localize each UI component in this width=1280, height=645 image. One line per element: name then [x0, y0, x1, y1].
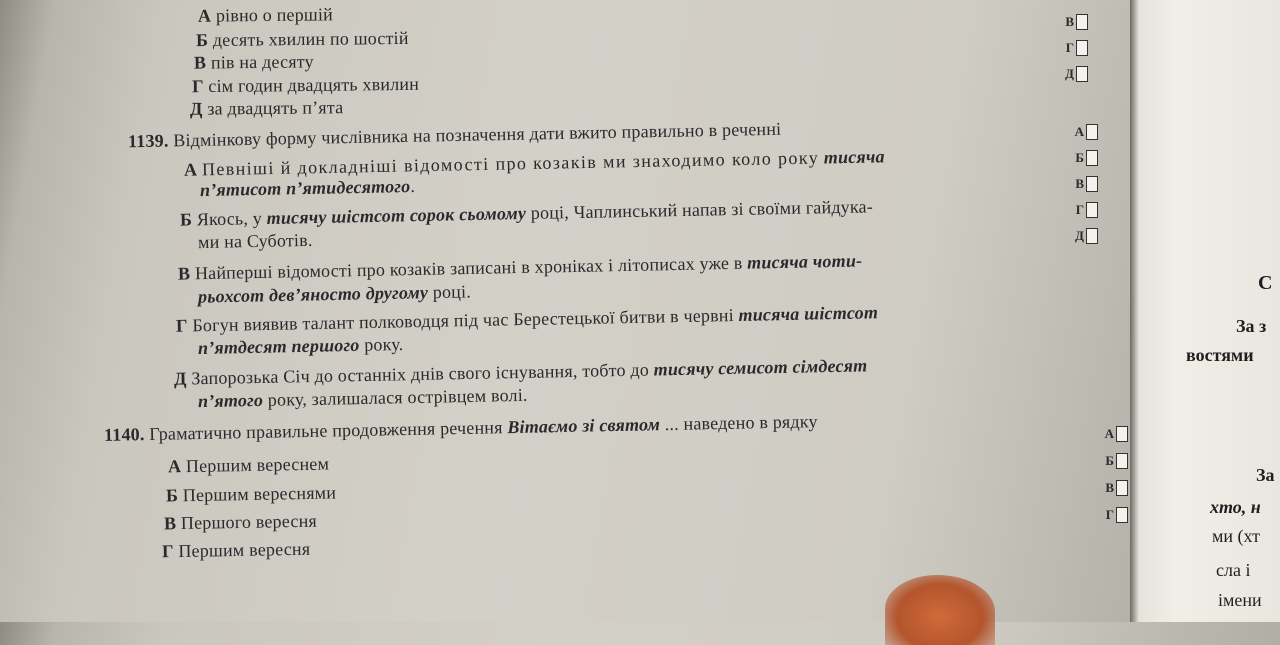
- answer-box[interactable]: [1116, 507, 1128, 523]
- right-text-fragment: востями: [1186, 345, 1254, 365]
- answer-row: А: [1102, 426, 1128, 442]
- right-text-fragment: За: [1256, 465, 1275, 485]
- right-text-fragment: За з: [1236, 316, 1267, 336]
- option-g: Г сім годин двадцять хвилин: [191, 73, 420, 97]
- option-v: В пів на десяту: [193, 51, 314, 73]
- q1139-option-a-line1: А Певніші й докладніші відомості про козаків ми знаходимо коло року тисяча: [183, 146, 885, 180]
- answer-box[interactable]: [1086, 150, 1098, 166]
- answer-row: Г: [1062, 40, 1088, 56]
- answer-box[interactable]: [1086, 176, 1098, 192]
- q1140-option-b: Б Першим вереснями: [165, 482, 337, 506]
- q1139-option-v-line2: рьохсот дев’яносто другому році.: [197, 281, 472, 307]
- q1139-option-g-line1: Г Богун виявив талант полководця під час Берестецької битви в червні тисяча шістсот: [175, 302, 879, 336]
- answer-box[interactable]: [1086, 124, 1098, 140]
- q1139-option-a-line2: п’ятисот п’ятидесятого.: [199, 175, 416, 201]
- question-1140-stem: 1140. Граматично правильне продовження речення Вітаємо зі святом ... наведено в рядку: [103, 411, 818, 445]
- right-text-fragment: хто, н: [1210, 497, 1261, 517]
- q1139-option-d-line2: п’ятого року, залишалася острівцем волі.: [197, 384, 528, 412]
- q1139-option-d-line1: Д Запорозька Січ до останніх днів свого існування, тобто до тисячу семисот сімдесят: [173, 355, 868, 389]
- q1140-option-g: Г Першим вересня: [161, 538, 311, 562]
- right-text-fragment: ми (хт: [1212, 526, 1260, 546]
- answer-row: Г: [1072, 202, 1098, 218]
- answer-row: А: [1072, 124, 1098, 140]
- option-a: А рівно о першій: [197, 4, 334, 26]
- q1140-option-a: А Першим вереснем: [167, 453, 330, 477]
- option-d: Д за двадцять п’ята: [189, 97, 344, 119]
- q1139-option-b-line2: ми на Суботів.: [197, 229, 313, 253]
- q1140-option-v: В Першого вересня: [163, 510, 318, 534]
- q1139-option-g-line2: п’ятдесят першого року.: [197, 334, 404, 358]
- q1139-option-b-line1: Б Якось, у тисячу шістсот сорок сьомому році, Чаплинський напав зі своїми гайдука-: [179, 196, 874, 230]
- right-text-fragment: імени: [1218, 590, 1262, 610]
- answer-box[interactable]: [1116, 426, 1128, 442]
- answer-box[interactable]: [1086, 228, 1098, 244]
- answer-row: Г: [1102, 507, 1128, 523]
- answer-box[interactable]: [1116, 480, 1128, 496]
- answer-row: Б: [1102, 453, 1128, 469]
- answer-row: Б: [1072, 150, 1098, 166]
- right-heading-fragment: С: [1258, 272, 1273, 294]
- answer-row: В: [1102, 480, 1128, 496]
- right-text-fragment: сла і: [1216, 560, 1251, 580]
- answer-row: В: [1072, 176, 1098, 192]
- answer-row: Д: [1072, 228, 1098, 244]
- answer-box[interactable]: [1076, 66, 1088, 82]
- finger-shadow: [885, 575, 995, 645]
- answer-row: В: [1062, 14, 1088, 30]
- answer-box[interactable]: [1086, 202, 1098, 218]
- q1139-option-v-line1: В Найперші відомості про козаків записані в хроніках і літописах уже в тисяча чоти-: [177, 250, 863, 284]
- answer-box[interactable]: [1076, 40, 1088, 56]
- answer-row: Д: [1062, 66, 1088, 82]
- answer-box[interactable]: [1116, 453, 1128, 469]
- option-b: Б десять хвилин по шостій: [195, 27, 409, 51]
- answer-box[interactable]: [1076, 14, 1088, 30]
- question-1139-stem: 1139. Відмінкову форму числівника на позначення дати вжито правильно в реченні: [127, 118, 782, 152]
